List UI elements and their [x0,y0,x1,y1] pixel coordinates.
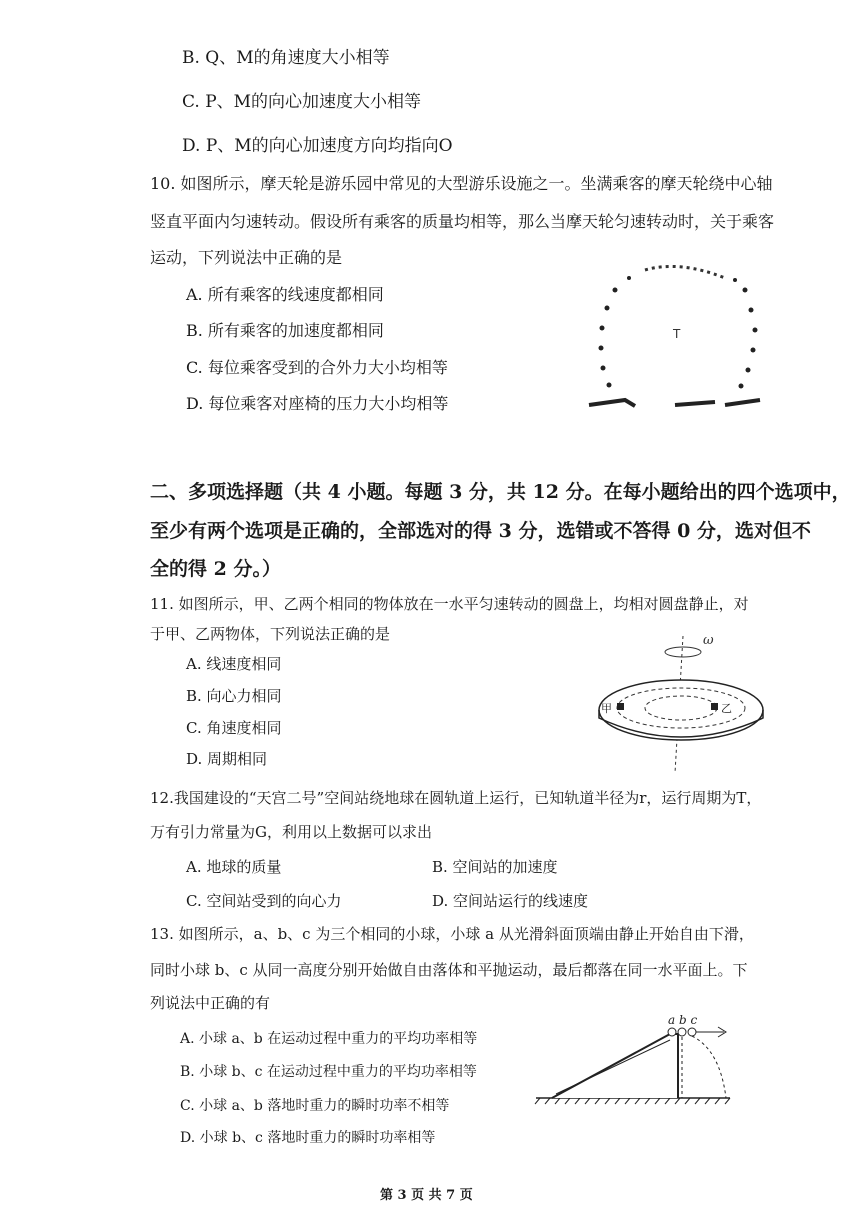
q13-option-a: A. 小球 a、b 在运动过程中重力的平均功率相等 [180,1031,478,1047]
q11-option-c: C. 角速度相同 [186,719,282,737]
q9-option-d: D. P、M的向心加速度方向均指向O [182,136,453,156]
q12-option-d: D. 空间站运行的线速度 [432,892,589,910]
q11-option-d: D. 周期相同 [186,750,268,768]
q9-option-c: C. P、M的向心加速度大小相等 [182,92,422,112]
q10-option-a: A. 所有乘客的线速度都相同 [186,285,384,304]
q12-stem-line-1: 12.我国建设的“天宫二号”空间站绕地球在圆轨道上运行，已知轨道半径为r，运行周期为T， [150,789,762,807]
q13-stem-line-3: 列说法中正确的有 [150,994,271,1012]
q10-option-b: B. 所有乘客的加速度都相同 [186,321,384,340]
q12-option-b: B. 空间站的加速度 [432,858,558,876]
rotating-disk-figure [595,628,775,776]
ferris-wheel-figure [585,260,775,410]
q11-stem-line-2: 于甲、乙两物体，下列说法正确的是 [150,625,391,643]
q13-stem-line-1: 13. 如图所示，a、b、c 为三个相同的小球，小球 a 从光滑斜面顶端由静止开始自由下滑， [150,925,754,943]
section2-line-3: 全的得 2 分。） [150,558,281,580]
q11-option-b: B. 向心力相同 [186,687,282,705]
omega-label: ω [703,633,714,648]
q9-option-b: B. Q、M的角速度大小相等 [182,48,390,68]
q12-stem-line-2: 万有引力常量为G，利用以上数据可以求出 [150,823,432,841]
q12-option-c: C. 空间站受到的向心力 [186,892,342,910]
q10-option-d: D. 每位乘客对座椅的压力大小均相等 [186,394,449,413]
q13-stem-line-2: 同时小球 b、c 从同一高度分别开始做自由落体和平抛运动，最后都落在同一水平面上。下 [150,961,748,979]
q11-stem-line-1: 11. 如图所示，甲、乙两个相同的物体放在一水平匀速转动的圆盘上，均相对圆盘静止，对 [150,595,749,613]
q10-stem-line-1: 10. 如图所示，摩天轮是游乐园中常见的大型游乐设施之一。坐满乘客的摩天轮绕中心轴 [150,174,773,193]
q12-option-a: A. 地球的质量 [186,858,282,876]
q11-option-a: A. 线速度相同 [186,655,282,673]
q10-option-c: C. 每位乘客受到的合外力大小均相等 [186,358,448,377]
label-yi: 乙 [721,702,732,715]
q13-option-b: B. 小球 b、c 在运动过程中重力的平均功率相等 [180,1064,477,1080]
q13-option-d: D. 小球 b、c 落地时重力的瞬时功率相等 [180,1130,436,1146]
q13-option-c: C. 小球 a、b 落地时重力的瞬时功率不相等 [180,1098,450,1114]
section2-line-1: 二、多项选择题（共 4 小题。每题 3 分，共 12 分。在每小题给出的四个选项中， [150,481,851,503]
incline-figure [530,1010,750,1110]
q10-stem-line-2: 竖直平面内匀速转动。假设所有乘客的质量均相等，那么当摩天轮匀速转动时，关于乘客 [150,212,775,231]
page-footer: 第 3 页 共 7 页 [380,1188,473,1203]
q10-stem-line-3: 运动，下列说法中正确的是 [150,248,343,267]
section2-line-2: 至少有两个选项是正确的，全部选对的得 3 分，选错或不答得 0 分，选对但不 [150,520,811,542]
balls-label: a b c [668,1013,698,1027]
ferris-wheel-hub-label: T [673,327,681,341]
label-jia: 甲 [601,702,612,715]
